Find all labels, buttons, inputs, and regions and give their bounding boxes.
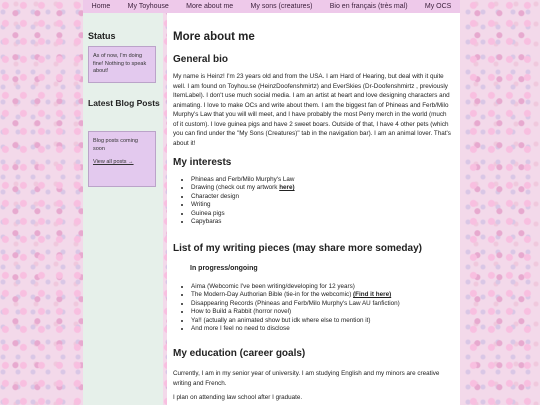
blog-title: Latest Blog Posts	[88, 98, 160, 108]
blog-box	[88, 131, 156, 187]
list-item: • Guinea pigs	[191, 210, 295, 218]
list-item: • The Modern-Day Authorian Bible (tie-in for the webcomic) (Find it here)	[191, 291, 400, 299]
list-item: • Writing	[191, 201, 295, 209]
list-item: • Capybaras	[191, 218, 295, 226]
list-item: • Phineas and Ferb/Milo Murphy's Law	[191, 176, 295, 184]
blog-text: Blog posts coming soon	[93, 138, 138, 152]
general-bio-text: My name is Heinz! I'm 23 years old and from the USA. I am Hard of Hearing, but deal with it quite well. I am found on Toyhou.se (HeinzDoofenshmirtz) and EverSkies (Dr-Doofenshmirtz , previously ItemLabel). I don't use much social media. I am an artist at heart and love designing characters and animating. I love to make OCs and write about them. I am the biggest fan of Phineas and Ferb/Milo Murphy's Law that you will will meet, and I have probably the most Perry merch in the world (much of it custom). I love guinea pigs and have 2 sweet boars. Outside of that, I have 4 other pets (which you can find under the "My Sons (Creatures)" tab in the navigation bar). I am an animal lover. That's about it!	[173, 73, 451, 147]
writing-list	[183, 283, 400, 333]
list-item: • Ya!! (actually an animated show but idk where else to mention it)	[191, 317, 400, 325]
interests-list	[183, 176, 295, 226]
education-text-2: I plan on attending law school after I graduate.	[173, 394, 303, 401]
nav-my-sons[interactable]: My sons (creatures)	[250, 3, 313, 10]
interests-heading: My interests	[173, 157, 232, 168]
sidebar	[83, 13, 163, 405]
view-all-posts-link[interactable]: View all posts →	[93, 159, 134, 165]
status-text: As of now, I'm doing fine! Nothing to speak about!	[93, 53, 147, 74]
in-progress-heading: In progress/ongoing	[190, 265, 258, 272]
list-item: • Drawing (check out my artwork here)	[191, 184, 295, 192]
nav-my-toyhouse[interactable]: My Toyhouse	[127, 3, 169, 10]
page-title: More about me	[173, 31, 255, 43]
list-item: • Disappearing Records (Phineas and Ferb/Milo Murphy's Law AU fanfiction)	[191, 300, 400, 308]
education-text-1: Currently, I am in my senior year of university. I am studying English and my minors are creative writing and French.	[173, 370, 440, 387]
nav-my-ocs[interactable]: My OCS	[424, 3, 452, 10]
find-it-here-link[interactable]: (Find it here)	[353, 291, 392, 299]
list-item: • Character design	[191, 193, 295, 201]
general-bio-heading: General bio	[173, 54, 229, 65]
list-item: • And more I feel no need to disclose	[191, 325, 400, 333]
nav-bio-francais[interactable]: Bio en français (très mal)	[329, 3, 408, 10]
education-heading: My education (career goals)	[173, 348, 306, 359]
list-item: • How to Build a Rabbit (horror novel)	[191, 308, 400, 316]
list-item: • Aima (Webcomic I've been writing/developing for 12 years)	[191, 283, 400, 291]
nav-home[interactable]: Home	[91, 3, 111, 10]
artwork-here-link[interactable]: here)	[279, 184, 295, 192]
status-box	[88, 46, 156, 83]
writing-heading: List of my writing pieces (may share more someday)	[173, 243, 422, 254]
main-content	[167, 13, 460, 405]
status-title: Status	[88, 31, 116, 41]
top-nav	[83, 0, 460, 13]
nav-more-about-me[interactable]: More about me	[186, 3, 234, 10]
